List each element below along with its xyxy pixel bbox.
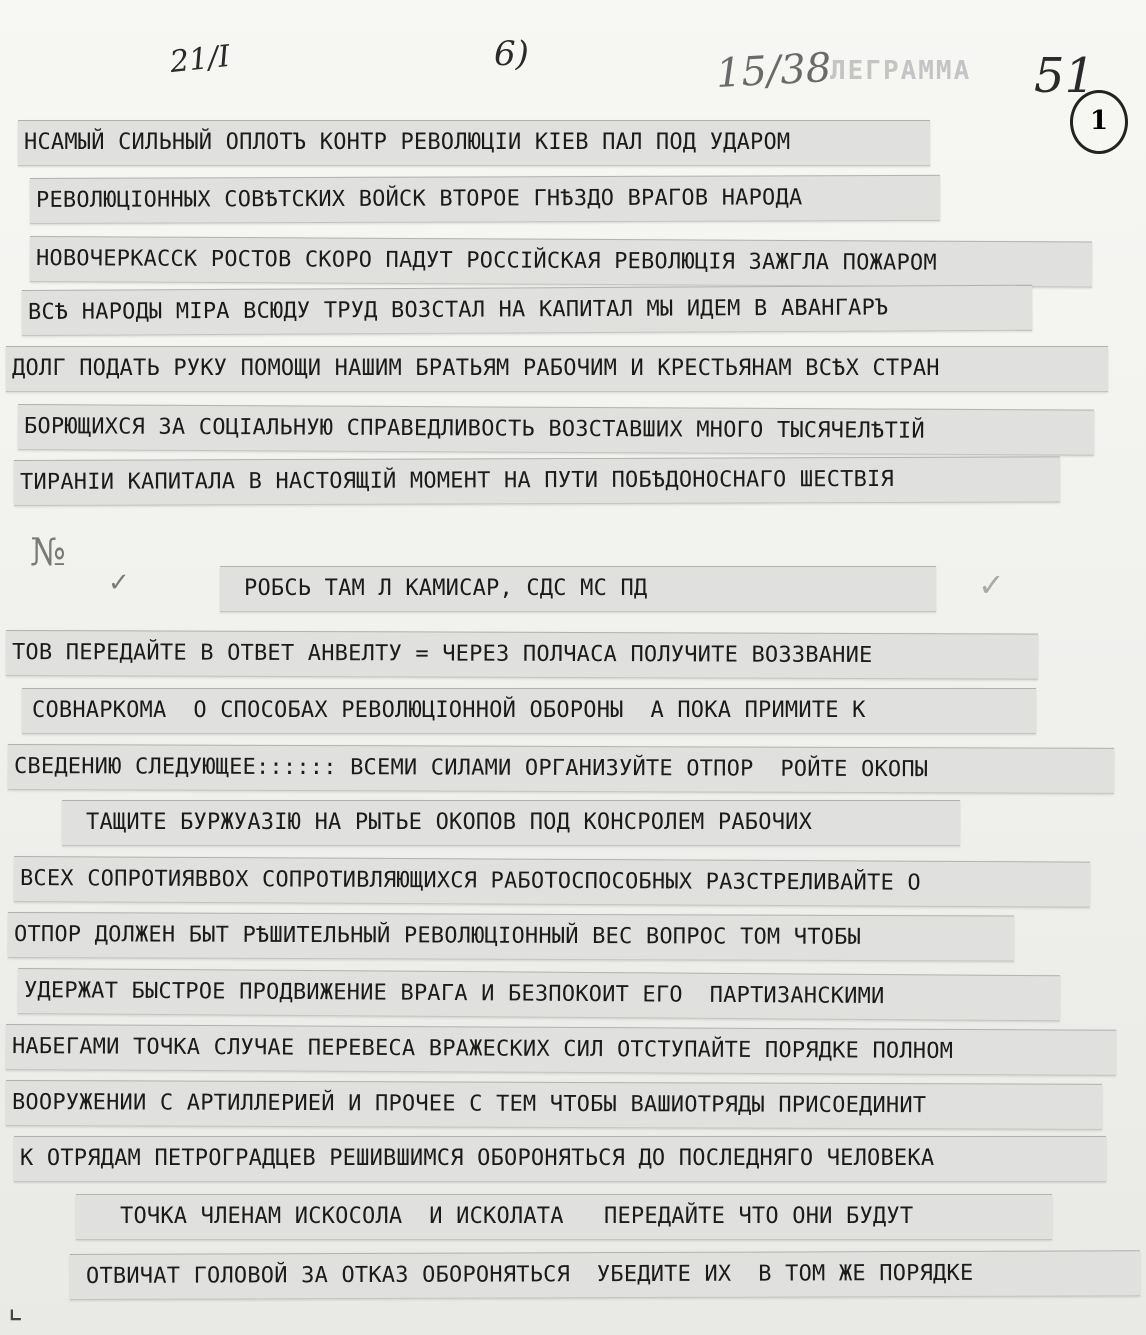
faint-header-text: ЛЕГРАММА: [830, 56, 972, 86]
tape-line-1: НСАМЫЙ СИЛЬНЫЙ ОПЛОТЪ КОНТР РЕВОЛЮЦІИ КІЕВ ПАЛ ПОД УДАРОМ: [18, 120, 930, 166]
tape-line-15: УДЕРЖАТ БЫСТРОЕ ПРОДВИЖЕНИЕ ВРАГА И БЕЗПОКОИТ ЕГО ПАРТИЗАНСКИМИ: [18, 968, 1060, 1021]
tape-line-11: СВЕДЕНИЮ СЛЕДУЮЩЕЕ:::::: ВСЕМИ СИЛАМИ ОРГАНИЗУЙТЕ ОТПОР РОЙТЕ ОКОПЫ: [8, 744, 1114, 794]
tape-line-18: К ОТРЯДАМ ПЕТРОГРАДЦЕВ РЕШИВШИМСЯ ОБОРОНЯТЬСЯ ДО ПОСЛЕДНЯГО ЧЕЛОВЕКА: [14, 1136, 1106, 1182]
tape-line-12: ТАЩИТЕ БУРЖУАЗІЮ НА РЫТЬЕ ОКОПОВ ПОД КОНСРОЛЕМ РАБОЧИХ: [62, 800, 960, 846]
handwritten-note-top-left: 21/I: [168, 38, 232, 81]
tape-line-4: ВСѢ НАРОДЫ МІРА ВСЮДУ ТРУД ВОЗСТАЛ НА КАПИТАЛ МЫ ИДЕМ В АВАНГАРЪ: [22, 285, 1032, 336]
tape-line-20: ОТВИЧАТ ГОЛОВОЙ ЗА ОТКАЗ ОБОРОНЯТЬСЯ УБЕДИТЕ ИХ В ТОМ ЖЕ ПОРЯДКЕ: [70, 1250, 1140, 1300]
tape-line-3: НОВОЧЕРКАССК РОСТОВ СКОРО ПАДУТ РОССІЙСКАЯ РЕВОЛЮЦІЯ ЗАЖГЛА ПОЖАРОМ: [30, 236, 1092, 288]
check-mark-icon: ✓: [978, 566, 1005, 604]
handwritten-note-top-center: 15/38: [714, 45, 833, 97]
tape-line-7: ТИРАНІИ КАПИТАЛА В НАСТОЯЩІЙ МОМЕНТ НА ПУТИ ПОБѢДОНОСНАГО ШЕСТВІЯ: [14, 456, 1060, 506]
tape-line-16: НАБЕГАМИ ТОЧКА СЛУЧАЕ ПЕРЕВЕСА ВРАЖЕСКИХ СИЛ ОТСТУПАЙТЕ ПОРЯДКЕ ПОЛНОМ: [6, 1024, 1116, 1076]
handwritten-note-top-mid: 6): [494, 34, 529, 74]
corner-mark-icon: ⌞: [8, 1288, 23, 1326]
pencil-mark-icon: №: [30, 530, 66, 574]
check-mark-icon: ✓: [108, 568, 130, 598]
tape-line-13: ВСЕХ СОПРОТИЯВВОХ СОПРОТИВЛЯЮЩИХСЯ РАБОТОСПОСОБНЫХ РАЗСТРЕЛИВАЙТЕ О: [14, 856, 1090, 908]
tape-line-10: СОВНАРКОМА О СПОСОБАХ РЕВОЛЮЦІОННОЙ ОБОРОНЫ А ПОКА ПРИМИТЕ К: [22, 688, 1036, 734]
handwritten-page-number: 51: [1034, 48, 1096, 104]
tape-line-14: ОТПОР ДОЛЖЕН БЫТ РѢШИТЕЛЬНЫЙ РЕВОЛЮЦІОННЫЙ ВЕС ВОПРОС ТОМ ЧТОБЫ: [8, 912, 1014, 962]
tape-line-2: РЕВОЛЮЦІОННЫХ СОВѢТСКИХ ВОЙСК ВТОРОЕ ГНѢЗДО ВРАГОВ НАРОДА: [30, 175, 940, 224]
tape-line-9: ТОВ ПЕРЕДАЙТЕ В ОТВЕТ АНВЕЛТУ = ЧЕРЕЗ ПОЛЧАСА ПОЛУЧИТЕ ВОЗЗВАНИЕ: [6, 630, 1038, 680]
tape-line-5: ДОЛГ ПОДАТЬ РУКУ ПОМОЩИ НАШИМ БРАТЬЯМ РАБОЧИМ И КРЕСТЬЯНАМ ВСѢХ СТРАН: [6, 346, 1108, 392]
circled-number: 1: [1070, 90, 1128, 154]
tape-line-6: БОРЮЩИХСЯ ЗА СОЦІАЛЬНУЮ СПРАВЕДЛИВОСТЬ ВОЗСТАВШИХ МНОГО ТЫСЯЧЕЛѢТІЙ: [18, 404, 1094, 456]
tape-line-19: ТОЧКА ЧЛЕНАМ ИСКОСОЛА И ИСКОЛАТА ПЕРЕДАЙТЕ ЧТО ОНИ БУДУТ: [76, 1194, 1052, 1240]
tape-line-8: РОБСЬ ТАМ Л КАМИСАР, СДС МС ПД: [220, 566, 936, 612]
tape-line-17: ВООРУЖЕНИИ С АРТИЛЛЕРИЕЙ И ПРОЧЕЕ С ТЕМ ЧТОБЫ ВАШИОТРЯДЫ ПРИСОЕДИНИТ: [6, 1080, 1102, 1130]
